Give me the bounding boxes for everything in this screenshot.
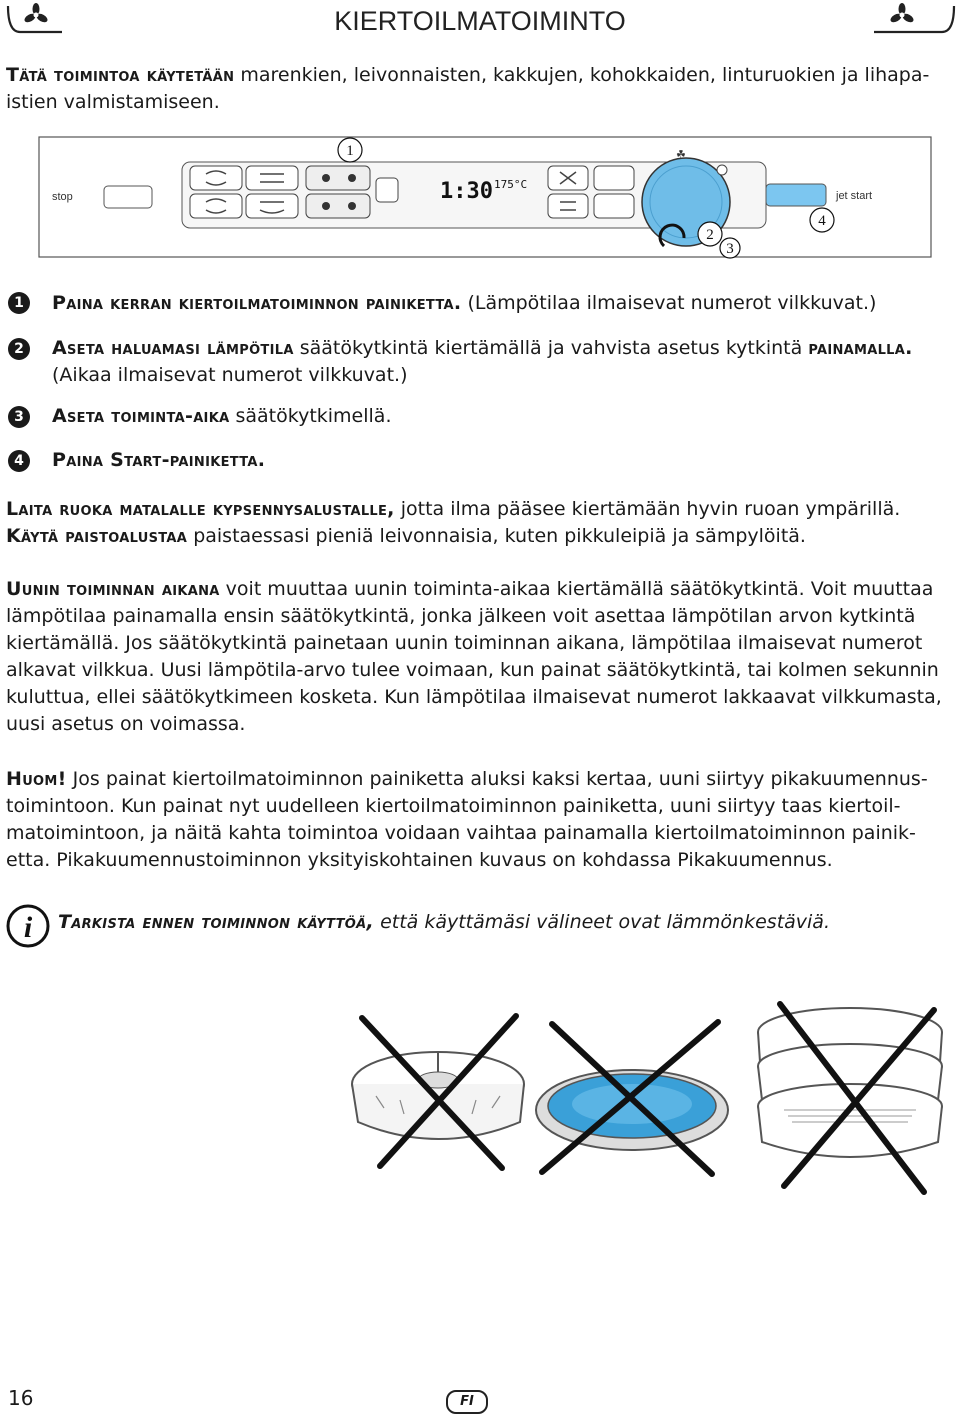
header-right-tab (872, 2, 956, 36)
fan-icon (872, 2, 956, 36)
callout-3: 3 (726, 241, 734, 257)
jet-start-button[interactable] (766, 184, 826, 206)
intro-text: marenkien, leivonnaisten, kakkujen, kohokkaiden, linturuokien ja lihapa- (240, 64, 930, 86)
display-temperature: 175°C (494, 178, 528, 191)
control-panel-illustration (38, 136, 932, 260)
operation-paragraph: Uunin toiminnan aikana voit muuttaa uunin toiminta-aikaa kiertämällä säätökytkintä. Voit muuttaa lämpötilaa painamalla ensin säätökytkintä, jonka jälkeen voit asettaa lämpötilan arvon kytkintä kiertämällä. Jos säätökytkintä painetaan uunin toiminnan aikana, lämpötilaa ilmaisevat numerot alkavat vilkkua. Uusi lämpötila-arvo tulee voimaan, kun painat säätökytkintä, tai kolmen sekunnin kuluttua, ellei säätökytkimeen kosketa. Kun lämpötilaa ilmaisevat numerot lakkaavat vilkkumasta, uusi asetus on voimassa. (6, 578, 942, 735)
info-text: Tarkista ennen toiminnon käyttöä, että käyttämäsi välineet ovat lämmönkestäviä. (58, 911, 830, 933)
note-paragraph: Huom! Jos painat kiertoilmatoiminnon painiketta aluksi kaksi kertaa, uuni siirtyy pikakuumennus- toimintoon. Kun painat nyt uudelleen kiertoilmatoiminnon painiketta, uuni siirtyy taas kiertoil- matoimintoon, ja näitä kahta toimintoa voidaan vaihtaa painamalla kiertoilmatoiminnon painik- etta. Pikakuumennustoiminnon yksityiskohtainen kuvaus on kohdassa Pikakuumennus. (6, 768, 928, 871)
illustration-steamer-stack (744, 996, 956, 1198)
intro-text-2: istien valmistamiseen. (6, 91, 220, 113)
step-2: Aseta haluamasi lämpötila säätökytkintä kiertämällä ja vahvista asetus kytkintä painamalla. (Aikaa ilmaisevat numerot vilkkuvat.) (52, 337, 913, 386)
intro-lead: Tätä toimintoa käytetään (6, 64, 235, 86)
callout-4: 4 (818, 213, 826, 229)
step-1: Paina kerran kiertoilmatoiminnon painiketta. (Lämpötilaa ilmaisevat numerot vilkkuvat.) (52, 292, 877, 314)
illustration-microwave-plate (340, 1004, 540, 1184)
stop-label: stop (52, 191, 73, 203)
intro-paragraph (6, 62, 954, 116)
step-4: Paina Start-painiketta. (52, 449, 266, 471)
svg-text:☘: ☘ (676, 148, 686, 161)
callout-1: 1 (346, 143, 354, 159)
callout-2: 2 (706, 227, 714, 243)
step-1-number: 1 (8, 292, 30, 314)
tips-paragraph: Laita ruoka matalalle kypsennysalustalle, jotta ilma pääsee kiertämään hyvin ruoan ympärillä. Käytä paistoalustaa paistaessasi pieniä leivonnaisia, kuten pikkuleipiä ja sämpylöitä. (6, 498, 901, 547)
step-4-number: 4 (8, 450, 30, 472)
language-badge: FI (446, 1390, 488, 1414)
illustration-blue-dish (522, 1014, 742, 1184)
stop-button[interactable] (104, 186, 152, 208)
page-title: KIERTOILMATOIMINTO (334, 6, 626, 36)
display-time: 1:30 (440, 179, 493, 204)
page-number: 16 (8, 1386, 34, 1410)
step-3-number: 3 (8, 406, 30, 428)
svg-text:i: i (23, 911, 33, 944)
jet-start-label: jet start (836, 190, 873, 202)
step-2-number: 2 (8, 338, 30, 360)
step-3: Aseta toiminta-aika säätökytkimellä. (52, 405, 392, 427)
info-icon (6, 904, 50, 948)
